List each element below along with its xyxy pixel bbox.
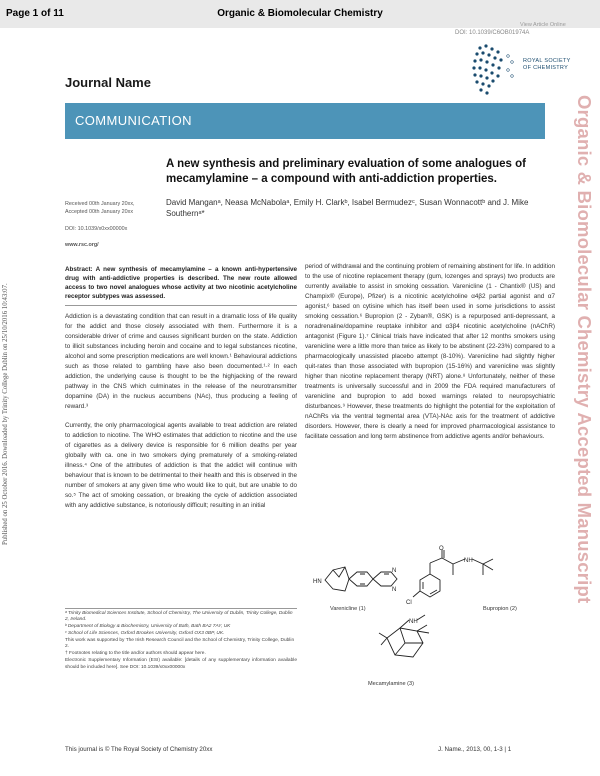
- svg-text:O: O: [439, 546, 444, 552]
- paragraph: Currently, the only pharmacological agents available to treat addiction are related to addiction to nicotine. The WHO estimates that addiction to nicotine and the use of cigarettes as a delivery device is responsible for 6 million deaths per year globally with ca. one in two smokers dying prematurely of a smoking-related illness.⁴ One of the attributes of addiction is that the addict will continue with behaviour that is known to be detrimental to their health and this is observed in the number of smokers at any given time who would like to quit, but are unable to do so.⁵ The act of smoking cessation, or breaking the cycle of addiction associated with any addictive substance, is notoriously difficult; resulting in an initial: [65, 422, 297, 509]
- header-doi[interactable]: DOI: 10.1039/C6OB01974A: [455, 30, 530, 36]
- footnote-note: † Footnotes relating to the title and/or authors should appear here.: [65, 651, 206, 657]
- label-mecamylamine: Mecamylamine (3): [368, 681, 415, 687]
- section-banner: [65, 103, 545, 139]
- label-varenicline: Varenicline (1): [330, 606, 366, 612]
- accepted-manuscript-watermark: Organic & Biomolecular Chemistry Accepted Manuscript: [574, 95, 595, 604]
- view-article-online-link[interactable]: View Article Online: [520, 22, 566, 28]
- article-title: A new synthesis and preliminary evaluation of some analogues of mecamylamine – a compound with anti-addiction properties.: [166, 158, 526, 185]
- svg-text:N: N: [392, 587, 397, 593]
- left-column: [65, 312, 297, 520]
- paragraph: Addiction is a devastating condition that can result in a dramatic loss of life quality for the addict and those closely associated with them. Furthermore it is a considerable driver of crime and causes significant burden on the state. Addiction to illicit substances including heroin and cocaine and to legal substances nicotine, alcohol and some prescription medications are well known.¹ Behavioural addictions such as those related to gambling have also been documented.¹·² In each addiction, the underlying cause is thought to be the highjacking of the reward pathway in the CNS which culminates in the release of the neurotransmitter dopamine (DA) in the nucleus accumbens (NAc), thus producing a feeling of reward.³: [65, 313, 297, 410]
- svg-text:Cl: Cl: [406, 600, 412, 606]
- journal-name: Journal Name: [65, 75, 151, 90]
- footer-citation: J. Name., 2013, 00, 1-3 | 1: [438, 746, 512, 753]
- rsc-name: ROYAL SOCIETY OF CHEMISTRY: [523, 58, 571, 71]
- footnote-affiliation-a: ᵃ Trinity Biomedical Sciences Institute, School of Chemistry, The University of Dublin, Trinity College, Dublin 2, Ireland.: [65, 611, 293, 623]
- footnote-affiliation-c: ᶜ School of Life Sciences, Oxford Brookes University, Oxford OX3 0BP, UK.: [65, 631, 225, 637]
- article-authors: David Manganᵃ, Neasa McNabolaᵃ, Emily H. Clarkᵇ, Isabel Bermudezᶜ, Susan Wonnacottᵇ and J. Mike Southernᵃ*: [166, 198, 529, 218]
- footnote-esi: Electronic Supplementary Information (ESI) available: [details of any supplementary information available should be included here]. See DOI: 10.1039/x0xx00000x: [65, 658, 297, 670]
- rsc-url[interactable]: www.rsc.org/: [65, 242, 99, 248]
- right-column: [305, 262, 555, 451]
- received-dates: Received 00th January 20xx, Accepted 00th January 20xx: [65, 201, 135, 215]
- label-bupropion: Bupropion (2): [483, 606, 517, 612]
- chemical-structures: [305, 545, 555, 760]
- abstract-divider: [65, 305, 297, 306]
- svg-text:HN: HN: [313, 579, 322, 585]
- top-bar: [0, 0, 600, 28]
- figure-1: [305, 545, 555, 760]
- footer-copyright: This journal is © The Royal Society of Chemistry 20xx: [65, 746, 213, 753]
- footnote-affiliation-b: ᵇ Department of Biology & Biochemistry, University of Bath, Bath BA2 7AY, UK: [65, 624, 231, 630]
- svg-text:NH: NH: [464, 558, 473, 564]
- abstract: Abstract: A new synthesis of mecamylamine – a known anti-hypertensive drug with anti-addictive properties is described. The new route allowed access to two novel analogues whose activity at two nicotinic acetylcholine receptor subtypes was assessed.: [65, 266, 297, 300]
- footnote-funding: This work was supported by The Irish Research Council and the School of Chemistry, Trinity College, Dublin 2.: [65, 638, 295, 650]
- page-label: Page 1 of 11: [6, 8, 64, 19]
- section-label: COMMUNICATION: [75, 113, 192, 128]
- footnotes: [65, 611, 297, 672]
- footnote-divider: [65, 608, 297, 609]
- side-publication-text: Published on 25 October 2016. Downloaded by Trinity College Dublin on 25/10/2016 10:43:07.: [2, 283, 9, 545]
- paragraph: period of withdrawal and the continuing problem of remaining abstinent for life. In addition to the use of nicotine replacement therapy (gum, lozenges and sprays) two products are currently available to assist in smoking cessation. Varenicline (1 - Chantix® (US) and Champix® (Europe), Pfizer) is a nicotinic acetylcholine α4β2 partial agonist and α7 agonist,⁶ based on cytisine which has itself been used in some jurisdictions to assist smoking cessation.⁶ Bupropion (2 - Zyban®, GSK) is a repurposed anti-depressant, a noradrenaline/dopamine reuptake inhibitor and α3β4 nicotinic acetylcholine (nAChR) antagonist (Figure 1).⁷ Clinical trials have indicated that after 12 months smokers using varenicline were a little more than twice as likely to be abstinent (22-23%) compared to a pharmacologically unassisted placebo attempt (8-10%). Varenicline had slightly higher quit-rates than those associated with bupropion (15-16%) and varenicline was slightly higher than nicotine replacement therapy (NRT) alone.⁸ Unfortunately, neither of these treatments is universally successful and in 2009 the FDA required manufacturers of varenicline and bupropion to add boxed warnings related to neuropsychiatric disturbances.⁹ However, these treatments do highlight the potential for the exploitation of nAChRs via the ventral tegmental area (VTA)-NAc axis for the treatment of addictive disorders. However, there is clearly a need for improved pharmacological assistance to facilitate cessation and long term abstinence from addictive agents and/or behaviours.: [305, 263, 555, 440]
- article-doi[interactable]: DOI: 10.1039/x0xx00000x: [65, 226, 128, 232]
- journal-title: Organic & Biomolecular Chemistry: [217, 8, 383, 19]
- svg-text:N: N: [392, 568, 397, 574]
- svg-text:NH: NH: [409, 619, 418, 625]
